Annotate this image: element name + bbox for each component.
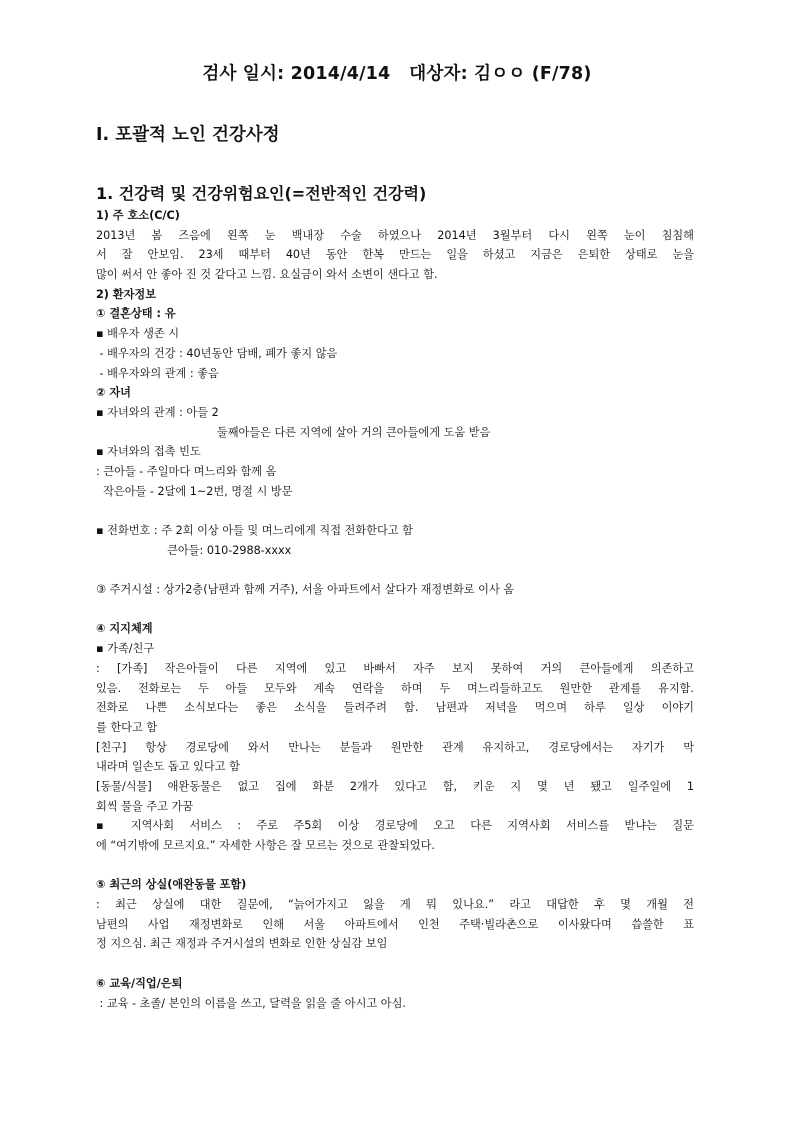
- loss-line: : 최근 상실에 대한 질문에, “늙어가지고 잃을 게 뭐 있나요.” 라고 대답한 후 몇 개월 전: [96, 898, 694, 912]
- spacer: [96, 560, 694, 580]
- support-line: ▪ 가족/친구: [96, 642, 155, 656]
- children-line: : 큰아들 - 주일마다 며느리와 함께 옴: [96, 464, 277, 478]
- support-line: 를 한다고 함: [96, 720, 158, 734]
- children-line: ▪ 자녀와의 접촉 빈도: [96, 445, 201, 459]
- phone-line: 큰아들: 010-2988-xxxx: [96, 543, 292, 557]
- chief-complaint-line: 많이 써서 안 좋아 진 것 같다고 느낌. 요실금이 와서 소변이 샌다고 함.: [96, 268, 438, 282]
- support-line: ▪ 지역사회 서비스 : 주로 주5회 이상 경로당에 오고 다른 지역사회 서비스를 받냐는 질문: [96, 819, 694, 833]
- loss-heading: ⑤ 최근의 상실(애완동물 포함): [96, 878, 247, 892]
- residence-line: ③ 주거시설 : 상가2층(남편과 함께 거주), 서울 아파트에서 살다가 재정변화로 이사 옴: [96, 583, 515, 597]
- education-heading: ⑥ 교육/직업/은퇴: [96, 976, 183, 990]
- marital-line: ▪ 배우자 생존 시: [96, 327, 180, 341]
- subsection-title: 1. 건강력 및 건강위험요인(=전반적인 건강력): [96, 184, 427, 203]
- children-line: 둘째아들은 다른 지역에 살아 거의 큰아들에게 도움 받음: [96, 425, 491, 439]
- education-line: : 교육 - 초졸/ 본인의 이름을 쓰고, 달력을 읽을 줄 아시고 아심.: [96, 996, 406, 1010]
- support-line: 회씩 물을 주고 가꿈: [96, 799, 194, 813]
- marital-line: - 배우자의 건강 : 40년동안 담배, 폐가 좋지 않음: [96, 346, 338, 360]
- support-line: [친구] 항상 경로당에 와서 만나는 분들과 원만한 관계 유지하고, 경로당에서는 자기가 막: [96, 740, 694, 754]
- spacer: [96, 501, 694, 521]
- support-heading: ④ 지지체계: [96, 622, 153, 636]
- spacer: [96, 954, 694, 974]
- support-line: 전화로 나쁜 소식보다는 좋은 소식을 들려주려 함. 남편과 저녁을 먹으며 하루 일상 이야기: [96, 701, 694, 715]
- support-line: 에 “여기밖에 모르지요.” 자세한 사항은 잘 모르는 것으로 관찰되었다.: [96, 839, 435, 852]
- exam-header: 검사 일시: 2014/4/14 대상자: 김ㅇㅇ (F/78): [202, 64, 592, 84]
- marital-heading: ① 결혼상태 : 유: [96, 307, 176, 321]
- loss-line: 정 지으심. 최근 재정과 주거시설의 변화로 인한 상실감 보임: [96, 937, 388, 951]
- document-body: [96, 206, 694, 1013]
- chief-complaint-line: 서 잘 안보임. 23세 때부터 40년 동안 한복 만드는 일을 하셨고 지금은 은퇴한 상태로 눈을: [96, 248, 694, 262]
- support-line: : [가족] 작은아들이 다른 지역에 있고 바빠서 자주 보지 못하여 거의 큰아들에게 의존하고: [96, 661, 694, 675]
- support-line: 있음. 전화로는 두 아들 모두와 계속 연락을 하며 두 며느리들하고도 원만한 관계를 유지함.: [96, 681, 694, 695]
- children-heading: ② 자녀: [96, 386, 131, 400]
- chief-complaint-line: 2013년 봄 즈음에 왼쪽 눈 백내장 수술 하였으나 2014년 3월부터 다시 왼쪽 눈이 침침해: [96, 228, 694, 242]
- children-line: ▪ 자녀와의 관계 : 아들 2: [96, 405, 219, 419]
- patient-info-heading: 2) 환자정보: [96, 287, 157, 301]
- children-line: 작은아들 - 2달에 1~2번, 명절 시 방문: [96, 484, 293, 498]
- section-title: Ⅰ. 포괄적 노인 건강사정: [96, 125, 280, 145]
- support-line: 내라며 일손도 돕고 있다고 함: [96, 760, 240, 774]
- marital-line: - 배우자와의 관계 : 좋음: [96, 366, 219, 380]
- spacer: [96, 600, 694, 620]
- spacer: [96, 856, 694, 876]
- chief-complaint-heading: 1) 주 호소(C/C): [96, 209, 180, 222]
- phone-line: ▪ 전화번호 : 주 2회 이상 아들 및 며느리에게 직접 전화한다고 함: [96, 524, 413, 537]
- loss-line: 남편의 사업 재정변화로 인해 서울 아파트에서 인천 주택·빌라촌으로 이사왔다며 씁쓸한 표: [96, 917, 694, 931]
- support-line: [동물/식물] 애완동물은 없고 집에 화분 2개가 있다고 함, 키운 지 몇 년 됐고 일주일에 1: [96, 779, 694, 793]
